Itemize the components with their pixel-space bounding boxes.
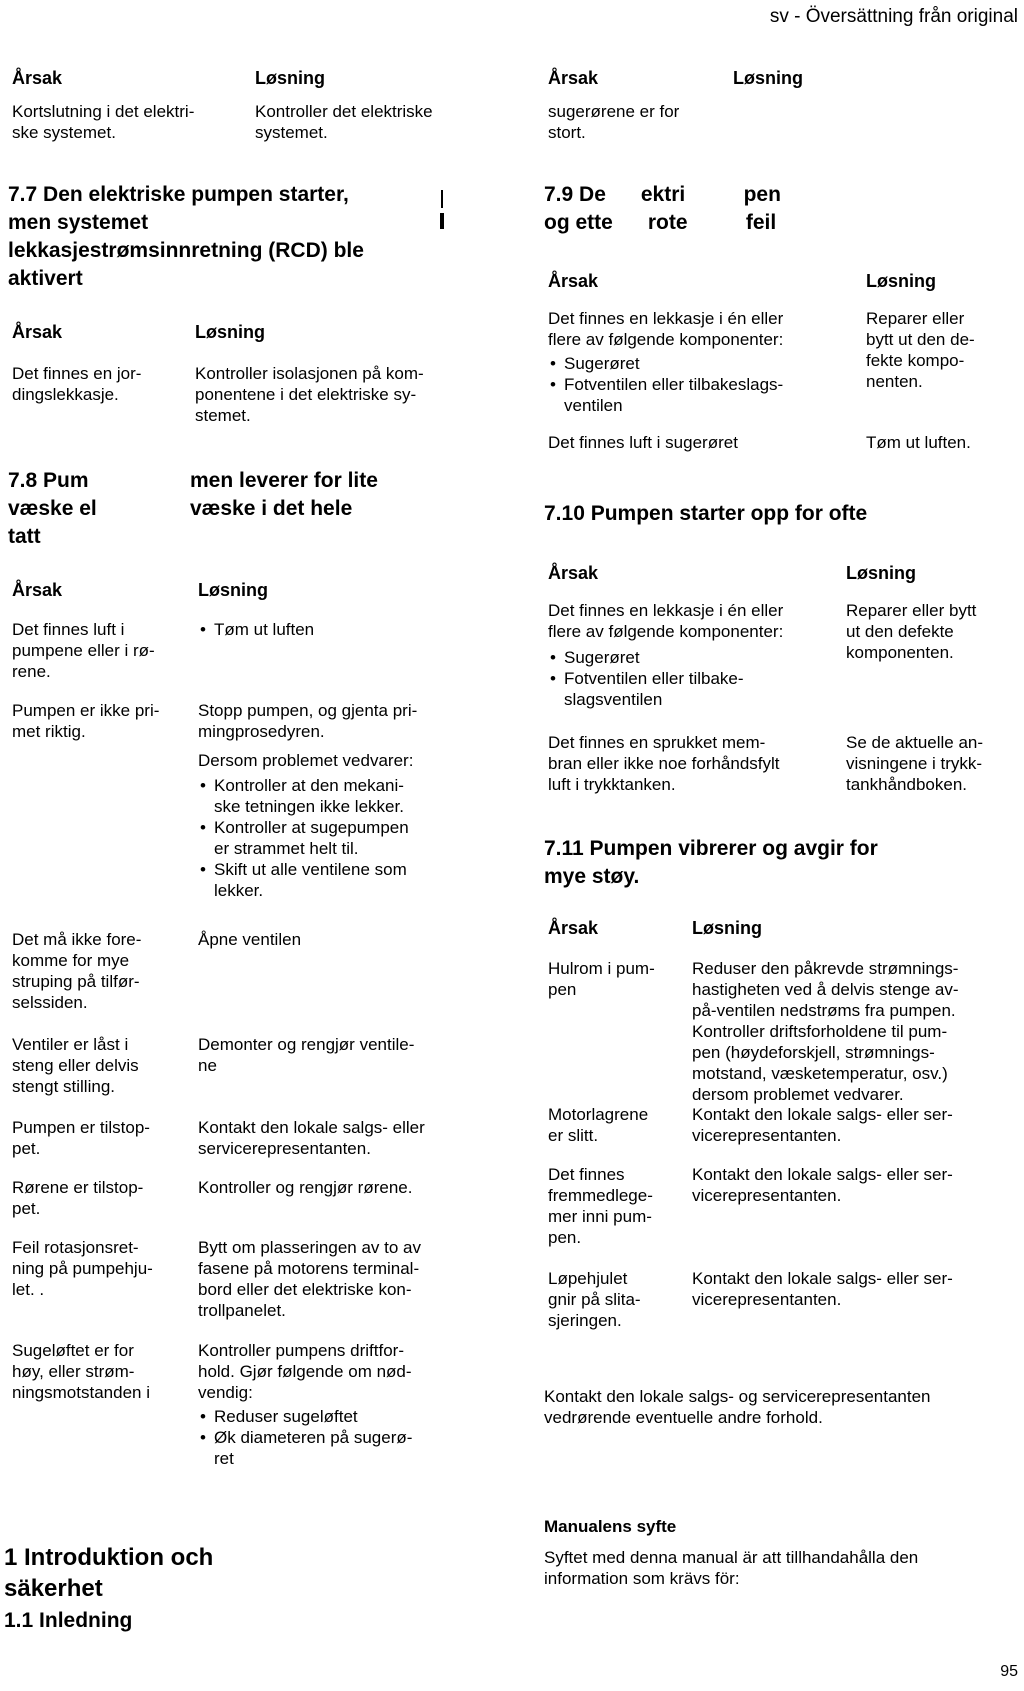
col-head-cause: Årsak xyxy=(548,918,599,938)
solution-text: Bytt om plasseringen av to av fasene på motorens terminal- bord eller det elektriske kon- trollpanelet. xyxy=(198,1238,422,1320)
section-title-7-10: 7.10 Pumpen starter opp for ofte xyxy=(544,502,868,525)
cause-list xyxy=(548,353,848,416)
col-head-solution: Løsning xyxy=(198,580,268,600)
cause-text: Løpehjulet gnir på slita- sjeringen. xyxy=(548,1269,641,1330)
section-title-7-9: 7.9 De ektri pen og ette rote feil xyxy=(544,183,781,234)
cause-text: Det finnes luft i sugerøret xyxy=(548,433,738,452)
list-item: • Tøm ut luften xyxy=(198,619,458,640)
col-head-cause: Årsak xyxy=(12,322,63,342)
solution-text: Reparer eller bytt ut den de- fekte kompo- nenten. xyxy=(866,309,975,391)
col-head-solution: Løsning xyxy=(866,271,936,291)
scan-mark xyxy=(441,190,443,208)
footer-note: Kontakt den lokale salgs- og servicerepresentanten vedrørende eventuelle andre forhold. xyxy=(544,1387,931,1427)
cause-text: Det finnes en jor- dingslekkasje. xyxy=(12,364,142,404)
cause-text: Det finnes en sprukket mem- bran eller ikke noe forhåndsfylt luft i trykktanken. xyxy=(548,733,780,794)
scan-mark xyxy=(440,213,444,229)
list-item: • Sugerøret xyxy=(548,353,848,374)
section-title-7-8-part1: 7.8 Pum væske el tatt xyxy=(8,469,97,548)
solution-list xyxy=(198,775,473,901)
solution-text: Kontakt den lokale salgs- eller servicerepresentanten. xyxy=(198,1118,425,1158)
cause-text: Kortslutning i det elektri- ske systemet. xyxy=(12,102,195,142)
solution-list xyxy=(198,1406,473,1469)
col-head-cause: Årsak xyxy=(548,271,599,291)
list-item: • Kontroller at sugepumpen er strammet helt til. xyxy=(198,817,473,859)
list-item: • Øk diameteren på sugerø- ret xyxy=(198,1427,473,1469)
swedish-section-title: 1.1 Inledning xyxy=(4,1609,133,1632)
cause-text: Rørene er tilstop- pet. xyxy=(12,1178,144,1218)
page-header: sv - Översättning från original xyxy=(769,6,1018,27)
section-title-7-8-part2: men leverer for lite væske i det hele xyxy=(190,469,378,520)
list-item: • Sugerøret xyxy=(548,647,838,668)
cause-text: Pumpen er tilstop- pet. xyxy=(12,1118,150,1158)
solution-text: Kontroller pumpens driftfor- hold. Gjør følgende om nød- vendig: xyxy=(198,1341,412,1402)
col-head-cause: Årsak xyxy=(12,68,63,88)
section-title-7-11: 7.11 Pumpen vibrerer og avgir for mye støy. xyxy=(544,837,878,888)
section-title-7-7: 7.7 Den elektriske pumpen starter, men systemet lekkasjestrømsinnretning (RCD) ble aktivert xyxy=(8,183,364,290)
solution-text: Reparer eller bytt ut den defekte komponenten. xyxy=(846,601,977,662)
list-item: • Fotventilen eller tilbake- slagsventilen xyxy=(548,668,838,710)
solution-text: Tøm ut luften. xyxy=(866,433,971,452)
solution-text: Reduser den påkrevde strømnings- hastigheten ved å delvis stenge av- på-ventilen nedstrøms fra pumpen. Kontroller driftsforholdene til pum- pen (høydeforskjell, strømnings- motstand, væsketemperatur, osv.) dersom problemet vedvarer. xyxy=(692,959,959,1104)
solution-text: Åpne ventilen xyxy=(198,930,302,949)
cause-text: Det finnes en lekkasje i én eller flere av følgende komponenter: xyxy=(548,601,784,641)
solution-text: Kontroller det elektriske systemet. xyxy=(255,102,433,142)
solution-text: Kontakt den lokale salgs- eller ser- vicerepresentanten. xyxy=(692,1105,953,1145)
list-item: • Kontroller at den mekani- ske tetningen ikke lekker. xyxy=(198,775,473,817)
cause-text: Pumpen er ikke pri- met riktig. xyxy=(12,701,160,741)
col-head-cause: Årsak xyxy=(548,563,599,583)
cause-text: Motorlagrene er slitt. xyxy=(548,1105,649,1145)
col-head-cause: Årsak xyxy=(548,68,599,88)
solution-text: Kontroller isolasjonen på kom- ponentene i det elektriske sy- stemet. xyxy=(195,364,424,425)
cause-text: Hulrom i pum- pen xyxy=(548,959,655,999)
col-head-solution: Løsning xyxy=(733,68,803,88)
cause-text: sugerørene er for stort. xyxy=(548,102,680,142)
cause-text: Det finnes fremmedlege- mer inni pum- pen. xyxy=(548,1165,653,1247)
page-number: 95 xyxy=(1000,1663,1018,1680)
solution-text: Se de aktuelle an- visningene i trykk- tankhåndboken. xyxy=(846,733,984,794)
col-head-solution: Løsning xyxy=(195,322,265,342)
list-item: • Skift ut alle ventilene som lekker. xyxy=(198,859,473,901)
solution-text: Demonter og rengjør ventile- ne xyxy=(198,1035,415,1075)
solution-text: Kontroller og rengjør rørene. xyxy=(198,1178,413,1197)
cause-text: Det finnes en lekkasje i én eller flere av følgende komponenter: xyxy=(548,309,784,349)
cause-text: Det finnes luft i pumpene eller i rø- rene. xyxy=(12,620,155,681)
cause-text: Det må ikke fore- komme for mye struping på tilfør- selssiden. xyxy=(12,930,142,1012)
purpose-text: Syftet med denna manual är att tillhandahålla den information som krävs för: xyxy=(544,1548,919,1588)
purpose-title: Manualens syfte xyxy=(544,1517,677,1536)
solution-list xyxy=(198,619,458,640)
cause-text: Sugeløftet er for høy, eller strøm- ningsmotstanden i xyxy=(12,1341,150,1402)
solution-text: Kontakt den lokale salgs- eller ser- vicerepresentanten. xyxy=(692,1269,953,1309)
solution-text: Dersom problemet vedvarer: xyxy=(198,751,414,770)
col-head-solution: Løsning xyxy=(692,918,762,938)
list-item: • Fotventilen eller tilbakeslags- ventilen xyxy=(548,374,848,416)
col-head-solution: Løsning xyxy=(255,68,325,88)
list-item: • Reduser sugeløftet xyxy=(198,1406,473,1427)
cause-list xyxy=(548,647,838,710)
swedish-chapter-title: 1 Introduktion och säkerhet xyxy=(4,1544,214,1602)
cause-text: Ventiler er låst i steng eller delvis stengt stilling. xyxy=(12,1035,139,1096)
col-head-solution: Løsning xyxy=(846,563,916,583)
solution-text: Kontakt den lokale salgs- eller ser- vicerepresentanten. xyxy=(692,1165,953,1205)
col-head-cause: Årsak xyxy=(12,580,63,600)
cause-text: Feil rotasjonsret- ning på pumpehju- let. . xyxy=(12,1238,153,1299)
solution-text: Stopp pumpen, og gjenta pri- mingprosedyren. xyxy=(198,701,418,741)
